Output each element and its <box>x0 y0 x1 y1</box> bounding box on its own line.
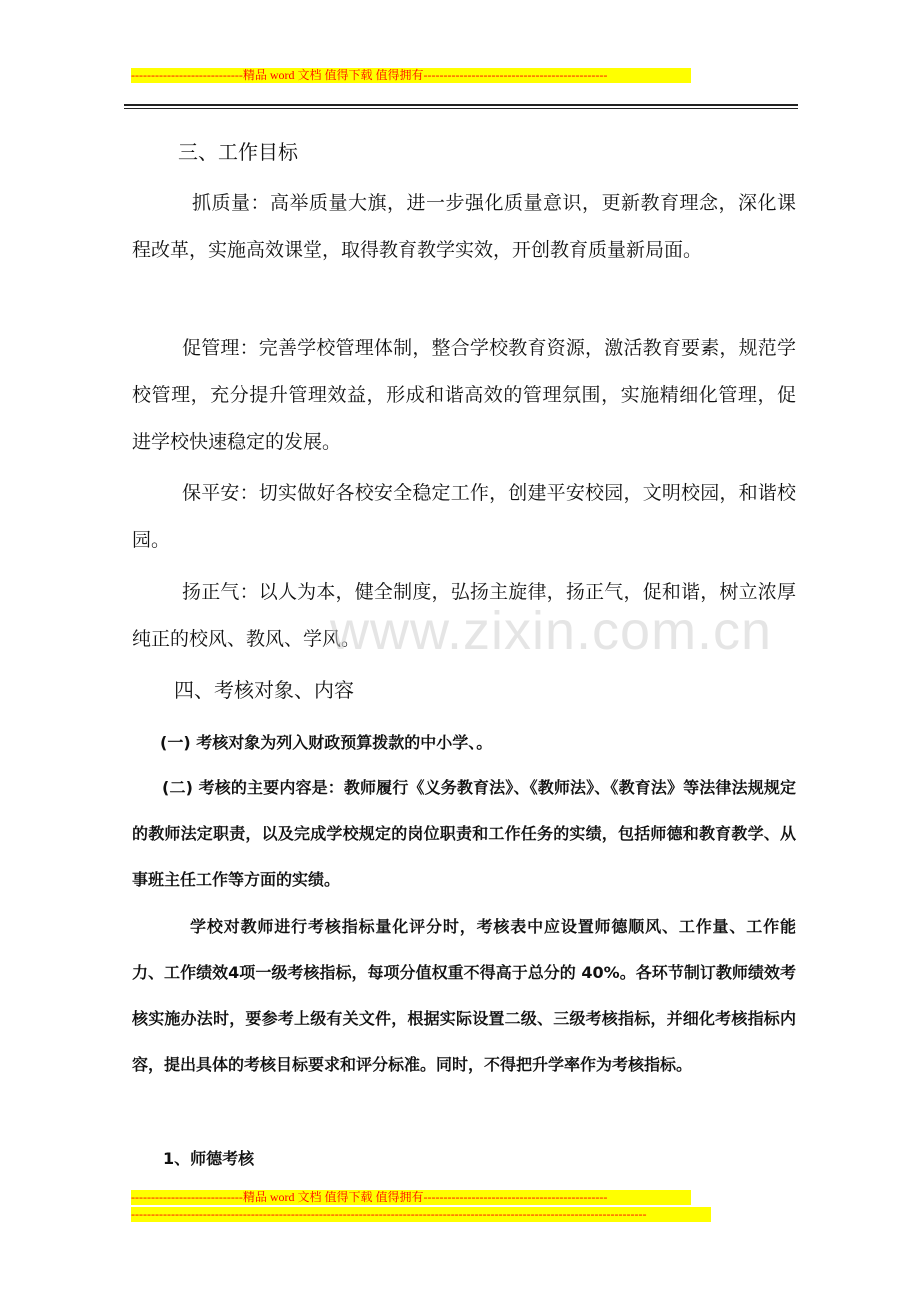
item-2-assessment-content: (二) 考核的主要内容是：教师履行《义务教育法》、《教师法》、《教育法》等法律法规规定的教师法定职责，以及完成学校规定的岗位职责和工作任务的实绩，包括师德和教育教学、从事班主任工作等方面的实绩。 <box>132 778 796 889</box>
paragraph-indicators: 学校对教师进行考核指标量化评分时，考核表中应设置师德顺风、工作量、工作能力、工作绩效4项一级考核指标，每项分值权重不得高于总分的 40%。各环节制订教师绩效考核实施办法时，要参考上级有关文件，根据实际设置二级、三级考核指标，并细化考核指标内容，提出具体的考核目标要求和评分标准。同时，不得把升学率作为考核指标。 <box>132 917 796 1074</box>
section-4-heading: 四、考核对象、内容 <box>174 678 354 702</box>
header-banner: ----------------------------精品 word 文档 值得下载 值得拥有---------------------------------------------- <box>131 68 691 83</box>
section-3-heading: 三、工作目标 <box>178 140 298 164</box>
footer-dashes: --------------------------------------------------------------------------------------------------------------------------------- <box>131 1207 711 1222</box>
paragraph-safety: 保平安：切实做好各校安全稳定工作，创建平安校园，文明校园，和谐校园。 <box>132 482 796 551</box>
header-rule-thin <box>124 108 798 109</box>
footer-banner: ----------------------------精品 word 文档 值得下载 值得拥有---------------------------------------------- <box>131 1190 691 1205</box>
paragraph-quality: 抓质量：高举质量大旗，进一步强化质量意识，更新教育理念，深化课程改革，实施高效课堂，取得教育教学实效，开创教育质量新局面。 <box>132 192 796 261</box>
header-rule-thick <box>124 104 798 106</box>
paragraph-management: 促管理：完善学校管理体制，整合学校教育资源，激活教育要素，规范学校管理，充分提升管理效益，形成和谐高效的管理氛围，实施精细化管理，促进学校快速稳定的发展。 <box>132 337 796 453</box>
item-1-assessment-target: (一) 考核对象为列入财政预算拨款的中小学、。 <box>160 733 493 752</box>
paragraph-integrity: 扬正气：以人为本，健全制度，弘扬主旋律，扬正气，促和谐，树立浓厚纯正的校风、教风、学风。 <box>132 581 796 650</box>
watermark: www.zixin.com.cn <box>330 601 773 661</box>
subheading-ethics-assessment: 1、师德考核 <box>163 1149 255 1168</box>
